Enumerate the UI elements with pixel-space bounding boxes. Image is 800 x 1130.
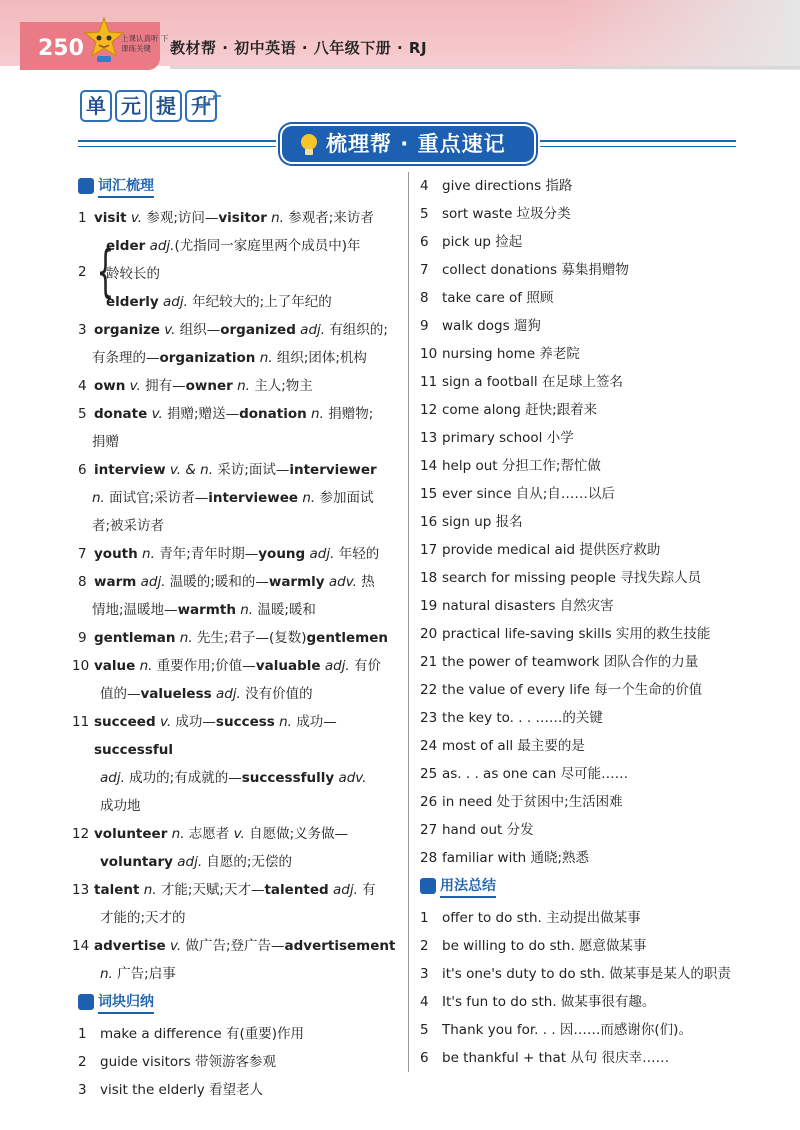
meaning: 有条理的—: [92, 350, 160, 366]
item-number: 20: [420, 626, 438, 642]
pos: adj.: [300, 322, 326, 338]
item-text: nursing home 养老院: [442, 346, 580, 362]
list-item: [420, 732, 760, 760]
item-number: 7: [420, 262, 429, 278]
headword: young: [258, 546, 306, 562]
item-text: as. . . as one can 尽可能……: [442, 766, 629, 782]
meaning: 者;被采访者: [92, 518, 165, 534]
list-item: [420, 816, 760, 844]
item-text: visit the elderly 看望老人: [100, 1082, 264, 1098]
item-number: 26: [420, 794, 438, 810]
list-item: [420, 284, 760, 312]
item-number: 27: [420, 822, 438, 838]
banner-rule-right: [540, 140, 736, 142]
meaning: 成功—: [171, 714, 216, 730]
item-text: practical life-saving skills 实用的救生技能: [442, 626, 711, 642]
list-item: [420, 256, 760, 284]
list-item: [420, 200, 760, 228]
headword: warmly: [268, 574, 325, 590]
item-number: 9: [420, 318, 429, 334]
list-item: [78, 1076, 398, 1104]
item-text: most of all 最主要的是: [442, 738, 585, 754]
list-item: [420, 340, 760, 368]
headword: donation: [239, 406, 307, 422]
list-item: [420, 844, 760, 872]
list-item: [420, 704, 760, 732]
pos: n.: [311, 406, 324, 422]
item-number: 13: [420, 430, 438, 446]
item-text: be willing to do sth. 愿意做某事: [442, 938, 647, 954]
item-text: collect donations 募集捐赠物: [442, 262, 629, 278]
unit-heading: [80, 90, 217, 122]
item-number: 24: [420, 738, 438, 754]
headword: interviewee: [208, 490, 299, 506]
meaning: 采访;面试—: [213, 462, 290, 478]
vocab-item: [72, 708, 398, 764]
item-text: help out 分担工作;帮忙做: [442, 458, 601, 474]
item-text: give directions 指路: [442, 178, 573, 194]
pos: adj.: [100, 770, 125, 786]
item-number: 21: [420, 654, 438, 670]
pos: adj.: [149, 238, 175, 254]
headword: valueless: [140, 686, 212, 702]
item-text: the power of teamwork 团队合作的力量: [442, 654, 699, 670]
item-number: 5: [420, 206, 429, 222]
item-number: 25: [420, 766, 438, 782]
vocab-item: [72, 932, 398, 960]
phrase-list-left: [78, 1020, 398, 1104]
item-number: 18: [420, 570, 438, 586]
usage-list: [420, 904, 760, 1072]
pos: v. & n.: [169, 462, 213, 478]
item-number: 3: [420, 966, 429, 982]
list-item: [420, 1016, 760, 1044]
item-text: search for missing people 寻找失踪人员: [442, 570, 702, 586]
pos: adj.: [177, 854, 203, 870]
meaning: 参观;访问—: [142, 210, 219, 226]
item-text: the key to. . . ……的关键: [442, 710, 603, 726]
meaning: 组织—: [175, 322, 221, 338]
meaning: 重要作用;价值—: [152, 658, 256, 674]
item-number: 13: [72, 882, 90, 898]
pos: adv.: [338, 770, 367, 786]
item-text: the value of every life 每一个生命的价值: [442, 682, 703, 698]
headword: elderly: [106, 294, 159, 310]
pos: n.: [142, 546, 155, 562]
item-number: 11: [420, 374, 438, 390]
headword: donate: [94, 406, 148, 422]
meaning: 成功—: [291, 714, 337, 730]
meaning: 先生;君子—(复数): [192, 630, 307, 646]
pos: adj.: [309, 546, 335, 562]
item-number: 8: [78, 574, 87, 590]
vocab-item: [78, 204, 398, 232]
pos: n.: [171, 826, 185, 842]
section-header-usage: [420, 874, 760, 898]
item-text: hand out 分发: [442, 822, 534, 838]
vocab-item: [78, 372, 398, 400]
headword: interviewer: [289, 462, 377, 478]
list-item: [420, 760, 760, 788]
meaning: 志愿者: [184, 826, 234, 842]
pos: adj.: [215, 686, 241, 702]
list-item: [420, 960, 760, 988]
item-number: 6: [78, 462, 87, 478]
section-header-vocab: [78, 174, 398, 198]
vocab-item: [78, 540, 398, 568]
meaning: 才能;天赋;天才—: [156, 882, 265, 898]
meaning: 热: [356, 574, 375, 590]
meaning: 情地;温暖地—: [92, 602, 178, 618]
vocab-item: [78, 568, 398, 596]
pos: n.: [179, 630, 193, 646]
list-item: [420, 592, 760, 620]
item-text: take care of 照顾: [442, 290, 554, 306]
item-number: 7: [78, 546, 87, 562]
item-text: natural disasters 自然灾害: [442, 598, 614, 614]
section-title: 用法总结: [440, 875, 496, 898]
list-item: [420, 312, 760, 340]
item-number: 4: [420, 178, 429, 194]
item-text: provide medical aid 提供医疗救助: [442, 542, 661, 558]
item-text: Thank you for. . . 因……而感谢你(们)。: [442, 1022, 692, 1038]
item-number: 2: [420, 938, 429, 954]
item-number: 11: [72, 714, 90, 730]
item-text: sign up 报名: [442, 514, 523, 530]
slogan: 上课认真听 下课练关键: [121, 34, 169, 53]
headword: value: [94, 658, 136, 674]
item-number: 1: [420, 910, 429, 926]
item-text: It's fun to do sth. 做某事很有趣。: [442, 994, 656, 1010]
item-number: 16: [420, 514, 438, 530]
item-number: 5: [420, 1022, 429, 1038]
item-text: walk dogs 遛狗: [442, 318, 541, 334]
item-text: it's one's duty to do sth. 做某事是某人的职责: [442, 966, 731, 982]
list-item: [420, 480, 760, 508]
meaning: 拥有—: [140, 378, 186, 394]
item-number: 12: [72, 826, 90, 842]
meaning: 做广告;登广告—: [181, 938, 285, 954]
item-text: pick up 捡起: [442, 234, 523, 250]
meaning: 温暖;暖和: [253, 602, 316, 618]
pos: n.: [100, 966, 113, 982]
item-number: 19: [420, 598, 438, 614]
pos: v.: [130, 210, 143, 226]
page-number: 250: [38, 36, 84, 61]
headword: organize: [94, 322, 160, 338]
headword: organized: [220, 322, 296, 338]
list-item: [420, 648, 760, 676]
unit-heading-char: 升: [185, 90, 217, 122]
unit-heading-char: 元: [115, 90, 147, 122]
pos: n.: [259, 350, 273, 366]
item-text: familiar with 通晓;熟悉: [442, 850, 590, 866]
meaning: 值的—: [100, 686, 141, 702]
headword: gentleman: [94, 630, 176, 646]
banner-rule-left: [78, 140, 276, 142]
puzzle-icon: [78, 994, 94, 1010]
item-number: 6: [420, 1050, 429, 1066]
headword: succeed: [94, 714, 156, 730]
pos: adj.: [163, 294, 188, 310]
banner-rule-right-thin: [540, 146, 736, 147]
meaning: 成功地: [100, 798, 141, 814]
item-number: 14: [420, 458, 438, 474]
meaning: 捐赠物;: [323, 406, 374, 422]
headword: success: [215, 714, 275, 730]
item-number: 10: [420, 346, 438, 362]
pos: v.: [129, 378, 141, 394]
pos: n.: [237, 378, 250, 394]
brace: {: [96, 239, 115, 304]
notebook-icon: [78, 178, 94, 194]
header-shade: [560, 0, 800, 70]
item-text: ever since 自从;自……以后: [442, 486, 615, 502]
section-title: 词块归纳: [98, 991, 154, 1014]
meaning: 参观者;来访者: [284, 210, 374, 226]
headword: voluntary: [100, 854, 173, 870]
item-number: 22: [420, 682, 438, 698]
pos: n.: [271, 210, 285, 226]
meaning: 成功的;有成就的—: [124, 770, 242, 786]
item-number: 14: [72, 938, 90, 954]
flag-icon: [420, 878, 436, 894]
star-mascot-icon: [84, 16, 124, 64]
item-number: 10: [72, 658, 90, 674]
pos: n.: [279, 714, 292, 730]
vocab-item: [78, 232, 398, 316]
item-text: sort waste 垃圾分类: [442, 206, 571, 222]
meaning: 面试官;采访者—: [104, 490, 209, 506]
headword: elder: [106, 238, 146, 254]
headword: warmth: [177, 602, 236, 618]
item-number: 2: [78, 1054, 87, 1070]
item-number: 4: [78, 378, 87, 394]
item-number: 12: [420, 402, 438, 418]
item-number: 6: [420, 234, 429, 250]
meaning: 主人;物主: [249, 378, 313, 394]
headword: gentlemen: [306, 630, 389, 646]
pos: v.: [151, 406, 163, 422]
meaning: 温暖的;暖和的—: [165, 574, 269, 590]
headword: warm: [94, 574, 137, 590]
headword: advertisement: [284, 938, 396, 954]
list-item: [420, 1044, 760, 1072]
list-item: [420, 228, 760, 256]
item-number: 9: [78, 630, 87, 646]
item-number: 17: [420, 542, 438, 558]
pos: adj.: [324, 658, 350, 674]
list-item: [78, 1020, 398, 1048]
lightbulb-icon: [298, 133, 320, 157]
item-number: 15: [420, 486, 438, 502]
list-item: [420, 676, 760, 704]
item-number: 4: [420, 994, 429, 1010]
book-title: 教材帮 · 初中英语 · 八年级下册 · RJ: [170, 39, 428, 57]
headword: advertise: [94, 938, 166, 954]
column-divider: [408, 172, 409, 1072]
headword: youth: [94, 546, 138, 562]
banner-rule-left-thin: [78, 146, 276, 147]
item-text: be thankful + that 从句 很庆幸……: [442, 1050, 670, 1066]
headword: visit: [94, 210, 127, 226]
headword: successfully: [241, 770, 335, 786]
headword: talent: [94, 882, 140, 898]
headword: organization: [159, 350, 256, 366]
banner-title: 梳理帮 · 重点速记: [326, 132, 506, 156]
meaning: 自愿做;义务做—: [244, 826, 349, 842]
item-text: in need 处于贫困中;生活困难: [442, 794, 623, 810]
pos: adj.: [333, 882, 358, 898]
item-text: offer to do sth. 主动提出做某事: [442, 910, 641, 926]
headword: interview: [94, 462, 166, 478]
list-item: [420, 172, 760, 200]
phrase-list-right: [420, 172, 760, 872]
list-item: [420, 536, 760, 564]
vocab-item: [78, 400, 398, 428]
meaning: 没有价值的: [240, 686, 313, 702]
pos: n.: [139, 658, 153, 674]
item-text: sign a football 在足球上签名: [442, 374, 623, 390]
vocab-item: [72, 652, 398, 680]
list-item: [420, 564, 760, 592]
pos: v.: [169, 938, 182, 954]
meaning: 有价: [349, 658, 382, 674]
list-item: [420, 396, 760, 424]
vocab-item: [78, 456, 398, 484]
pos: adj.: [140, 574, 166, 590]
meaning: 组织;团体;机构: [272, 350, 367, 366]
headword: volunteer: [94, 826, 168, 842]
list-item: [420, 508, 760, 536]
headword: talented: [264, 882, 329, 898]
headword: owner: [185, 378, 233, 394]
item-number: 3: [78, 1082, 87, 1098]
item-number: 1: [78, 1026, 87, 1042]
list-item: [420, 932, 760, 960]
item-text: come along 赶快;跟着来: [442, 402, 598, 418]
list-item: [420, 788, 760, 816]
item-text: primary school 小学: [442, 430, 574, 446]
meaning: 有组织的;: [325, 322, 388, 338]
meaning: 年轻的: [334, 546, 380, 562]
meaning: 捐赠;赠送—: [162, 406, 240, 422]
headword: successful: [94, 742, 173, 758]
item-number: 23: [420, 710, 438, 726]
left-column: [72, 172, 398, 1104]
meaning: 自愿的;无偿的: [202, 854, 292, 870]
list-item: [420, 988, 760, 1016]
item-number: 8: [420, 290, 429, 306]
unit-heading-char: 单: [80, 90, 112, 122]
right-column: [420, 172, 760, 1072]
vocab-item: [78, 624, 398, 652]
vocab-item: [72, 820, 398, 848]
section-title: 词汇梳理: [98, 175, 154, 198]
meaning: 有: [357, 882, 376, 898]
pos: v.: [159, 714, 172, 730]
list-item: [420, 904, 760, 932]
item-number: 28: [420, 850, 438, 866]
pos: n.: [240, 602, 254, 618]
list-item: [420, 620, 760, 648]
header-rule: [170, 66, 800, 69]
meaning: 年纪较大的;上了年纪的: [187, 294, 332, 310]
pos: v.: [164, 322, 176, 338]
section-header-phrases: [78, 990, 398, 1014]
meaning: 捐赠: [92, 434, 119, 450]
headword: valuable: [255, 658, 321, 674]
list-item: [78, 1048, 398, 1076]
stair-decoration-icon: [198, 95, 222, 109]
meaning: 龄较长的: [106, 266, 160, 282]
pos: n.: [143, 882, 157, 898]
unit-heading-char: 提: [150, 90, 182, 122]
pos: adv.: [328, 574, 357, 590]
item-number: 3: [78, 322, 87, 338]
meaning: 青年;青年时期—: [154, 546, 259, 562]
headword: own: [94, 378, 126, 394]
vocab-item: [78, 316, 398, 344]
pos: n.: [302, 490, 316, 506]
item-text: make a difference 有(重要)作用: [100, 1026, 305, 1042]
meaning: 广告;启事: [112, 966, 176, 982]
meaning: 参加面试: [315, 490, 374, 506]
meaning: 才能的;天才的: [100, 910, 186, 926]
vocab-item: [72, 876, 398, 904]
item-number: 2: [78, 264, 87, 280]
item-text: guide visitors 带领游客参观: [100, 1054, 276, 1070]
headword: visitor: [218, 210, 267, 226]
meaning: (尤指同一家庭里两个成员中)年: [174, 238, 361, 254]
item-number: 1: [78, 210, 87, 226]
pos: n.: [92, 490, 105, 506]
list-item: [420, 424, 760, 452]
list-item: [420, 368, 760, 396]
item-number: 5: [78, 406, 87, 422]
pos: v.: [233, 826, 245, 842]
list-item: [420, 452, 760, 480]
